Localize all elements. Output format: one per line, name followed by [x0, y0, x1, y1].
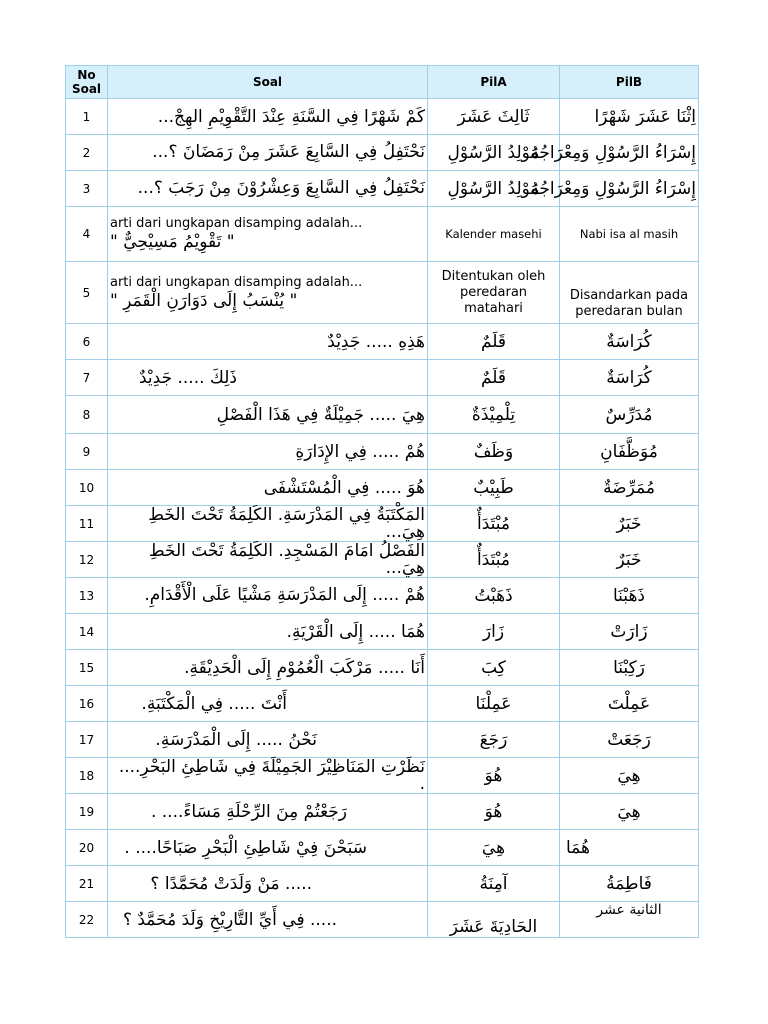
table-row [66, 650, 699, 686]
question-cell: كَمْ شَهْرًا فِي السَّنَةِ عِنْدَ التَّقْوِيْمِ الهِجْ... [108, 99, 428, 135]
header-row [66, 66, 699, 99]
option-b-cell: مُوَظَّفَانِ [560, 434, 699, 470]
option-a-cell: رَجَعَ [428, 722, 560, 758]
table-row [66, 207, 699, 262]
row-number: 12 [66, 542, 108, 578]
table-row [66, 578, 699, 614]
table-row [66, 830, 699, 866]
table-row [66, 470, 699, 506]
option-b-cell: مُمَرِّضَةٌ [560, 470, 699, 506]
question-cell: نَحْتَفِلُ فِي السَّابِعَ عَشَرَ مِنْ رَمَضَانَ ؟... [108, 135, 428, 171]
row-number: 11 [66, 506, 108, 542]
question-cell: هِيَ ..... جَمِيْلَةٌ فِي هَذَا الْفَصْلِ [108, 396, 428, 434]
question-cell: رَجَعْتُمْ مِنَ الرِّحْلَةِ مَسَاءً.... . [108, 794, 428, 830]
table-row [66, 758, 699, 794]
table-row [66, 434, 699, 470]
table-row [66, 99, 699, 135]
option-a-cell: تِلْمِيْذَةٌ [428, 396, 560, 434]
row-number: 21 [66, 866, 108, 902]
row-number: 20 [66, 830, 108, 866]
header-no: No Soal [66, 66, 108, 99]
question-cell: ذَلِكَ ..... جَدِيْدٌ [108, 360, 428, 396]
row-number: 2 [66, 135, 108, 171]
question-cell: نَحْنُ ..... إِلَى الْمَدْرَسَةِ. [108, 722, 428, 758]
table-row [66, 722, 699, 758]
option-b-cell: هُمَا [560, 830, 699, 866]
option-b-cell: فَاطِمَةُ [560, 866, 699, 902]
question-cell: الفَصْلُ امَامَ المَسْجِدِ. الكَلِمَةُ تَحْتَ الخَطِ هِيَ... [108, 542, 428, 578]
option-b-cell: رَكِبْنَا [560, 650, 699, 686]
option-b-cell: إِسْرَاءُ الرَّسُوْلِ وَمِعْرَاجُهُ [560, 135, 699, 171]
row-number: 18 [66, 758, 108, 794]
option-b-cell: إِسْرَاءُ الرَّسُوْلِ وَمِعْرَاجُهُ [560, 171, 699, 207]
option-b-cell: رَجَعَتْ [560, 722, 699, 758]
question-arabic: " تَقْوِيْمُ مَسِيْحِيٌّ " [110, 232, 235, 252]
header-pila: PilA [428, 66, 560, 99]
option-a-cell: Ditentukan oleh peredaran matahari [428, 262, 560, 324]
row-number: 4 [66, 207, 108, 262]
question-cell: أَنَا ..... مَرْكَبَ الْعُمُوْمِ إِلَى الْحَدِيْقَةِ. [108, 650, 428, 686]
question-cell: سَبَحْنَ فِيْ شَاطِئِ الْبَحْرِ صَبَاحًا.... . [108, 830, 428, 866]
row-number: 15 [66, 650, 108, 686]
row-number: 6 [66, 324, 108, 360]
question-arabic: " يُنْسَبُ إِلَى دَوَارَنِ الْقَمَرِ " [110, 290, 298, 311]
option-b-cell: خَبَرٌ [560, 506, 699, 542]
question-cell: هُوَ ..... فِي الْمُسْتَشْفَى [108, 470, 428, 506]
table-row [66, 360, 699, 396]
option-b-cell: عَمِلْتَ [560, 686, 699, 722]
question-cell: ..... مَنْ وَلَدَتْ مُحَمَّدًا ؟ [108, 866, 428, 902]
row-number: 14 [66, 614, 108, 650]
option-a-cell: عَمِلْنَا [428, 686, 560, 722]
header-pilb: PilB [560, 66, 699, 99]
table-row [66, 794, 699, 830]
option-a-cell: الحَادِيَةَ عَشَرَ [428, 902, 560, 938]
table-row [66, 614, 699, 650]
row-number: 3 [66, 171, 108, 207]
option-b-cell: كُرَاسَةٌ [560, 360, 699, 396]
row-number: 8 [66, 396, 108, 434]
option-a-cell: هُوَ [428, 794, 560, 830]
option-b-cell: Nabi isa al masih [560, 207, 699, 262]
question-cell: نَحْتَفِلُ فِي السَّابِعَ وَعِشْرُوْنَ مِنْ رَجَبَ ؟... [108, 171, 428, 207]
option-a-cell: ذَهَبْتُ [428, 578, 560, 614]
option-a-cell: هُوَ [428, 758, 560, 794]
option-a-cell: مُبْتَدَأٌ [428, 506, 560, 542]
option-a-cell: هِيَ [428, 830, 560, 866]
question-cell: المَكْتَبَةُ فِي المَدْرَسَةِ. الكَلِمَةُ تَحْتَ الخَطِ هِيَ... [108, 506, 428, 542]
option-a-cell: آمِنَةُ [428, 866, 560, 902]
option-a-cell: قَلَمٌ [428, 360, 560, 396]
option-a-cell: مُبْتَدَأٌ [428, 542, 560, 578]
option-b-cell: هِيَ [560, 794, 699, 830]
question-cell: أَنْتَ ..... فِي الْمَكْتَبَةِ. [108, 686, 428, 722]
table-row [66, 135, 699, 171]
table-row [66, 542, 699, 578]
question-cell [108, 262, 428, 324]
header-soal: Soal [108, 66, 428, 99]
question-cell: هُمَا ..... إِلَى الْقَرْيَةِ. [108, 614, 428, 650]
question-cell: هُمْ ..... إِلَى المَدْرَسَةِ مَشْيًا عَلَى الْأَقْدَامِ. [108, 578, 428, 614]
row-number: 5 [66, 262, 108, 324]
option-b-cell: كُرَاسَةٌ [560, 324, 699, 360]
option-a-cell: مَوْلِدُ الرَّسُوْلِ [428, 135, 560, 171]
option-a-cell: كِبَ [428, 650, 560, 686]
table-row [66, 396, 699, 434]
option-b-cell: اِثْنَا عَشَرَ شَهْرًا [560, 99, 699, 135]
option-a-cell: طَبِيْبٌ [428, 470, 560, 506]
option-a-cell: قَلَمٌ [428, 324, 560, 360]
table-row [66, 324, 699, 360]
question-table [65, 65, 699, 938]
table-row [66, 171, 699, 207]
table-row [66, 866, 699, 902]
question-cell: هَذِهِ ..... جَدِيْدٌ [108, 324, 428, 360]
table-row [66, 506, 699, 542]
option-b-cell: زَارَتْ [560, 614, 699, 650]
option-b-cell: Disandarkan pada peredaran bulan [560, 262, 699, 324]
row-number: 10 [66, 470, 108, 506]
question-cell [108, 207, 428, 262]
option-b-cell: خَبَرٌ [560, 542, 699, 578]
row-number: 7 [66, 360, 108, 396]
row-number: 19 [66, 794, 108, 830]
row-number: 22 [66, 902, 108, 938]
table-row [66, 686, 699, 722]
row-number: 9 [66, 434, 108, 470]
option-a-cell: زَارَ [428, 614, 560, 650]
option-b-cell: ذَهَبْنَا [560, 578, 699, 614]
option-b-cell: مُدَرِّسٌ [560, 396, 699, 434]
option-a-cell: وَظَفٌ [428, 434, 560, 470]
option-a-cell: Kalender masehi [428, 207, 560, 262]
question-latin: arti dari ungkapan disamping adalah... [110, 216, 363, 231]
row-number: 17 [66, 722, 108, 758]
row-number: 1 [66, 99, 108, 135]
row-number: 13 [66, 578, 108, 614]
table-row [66, 262, 699, 324]
question-cell: ..... فِي أَيِّ التَّارِيْخِ وَلَدَ مُحَمَّدٌ ؟ [108, 902, 428, 938]
option-a-cell: مَوْلِدُ الرَّسُوْلِ [428, 171, 560, 207]
row-number: 16 [66, 686, 108, 722]
question-cell: نَظَرْتِ المَنَاظِيْرَ الجَمِيْلَةَ فِي شَاطِئِ البَحْرِ.... . [108, 758, 428, 794]
question-latin: arti dari ungkapan disamping adalah... [110, 274, 363, 290]
option-b-cell: هِيَ [560, 758, 699, 794]
option-b-cell: الثانية عشر [560, 902, 699, 938]
option-a-cell: ثَالِثَ عَشَرَ [428, 99, 560, 135]
table-row [66, 902, 699, 938]
question-cell: هُمْ ..... فِي الإِدَارَةِ [108, 434, 428, 470]
